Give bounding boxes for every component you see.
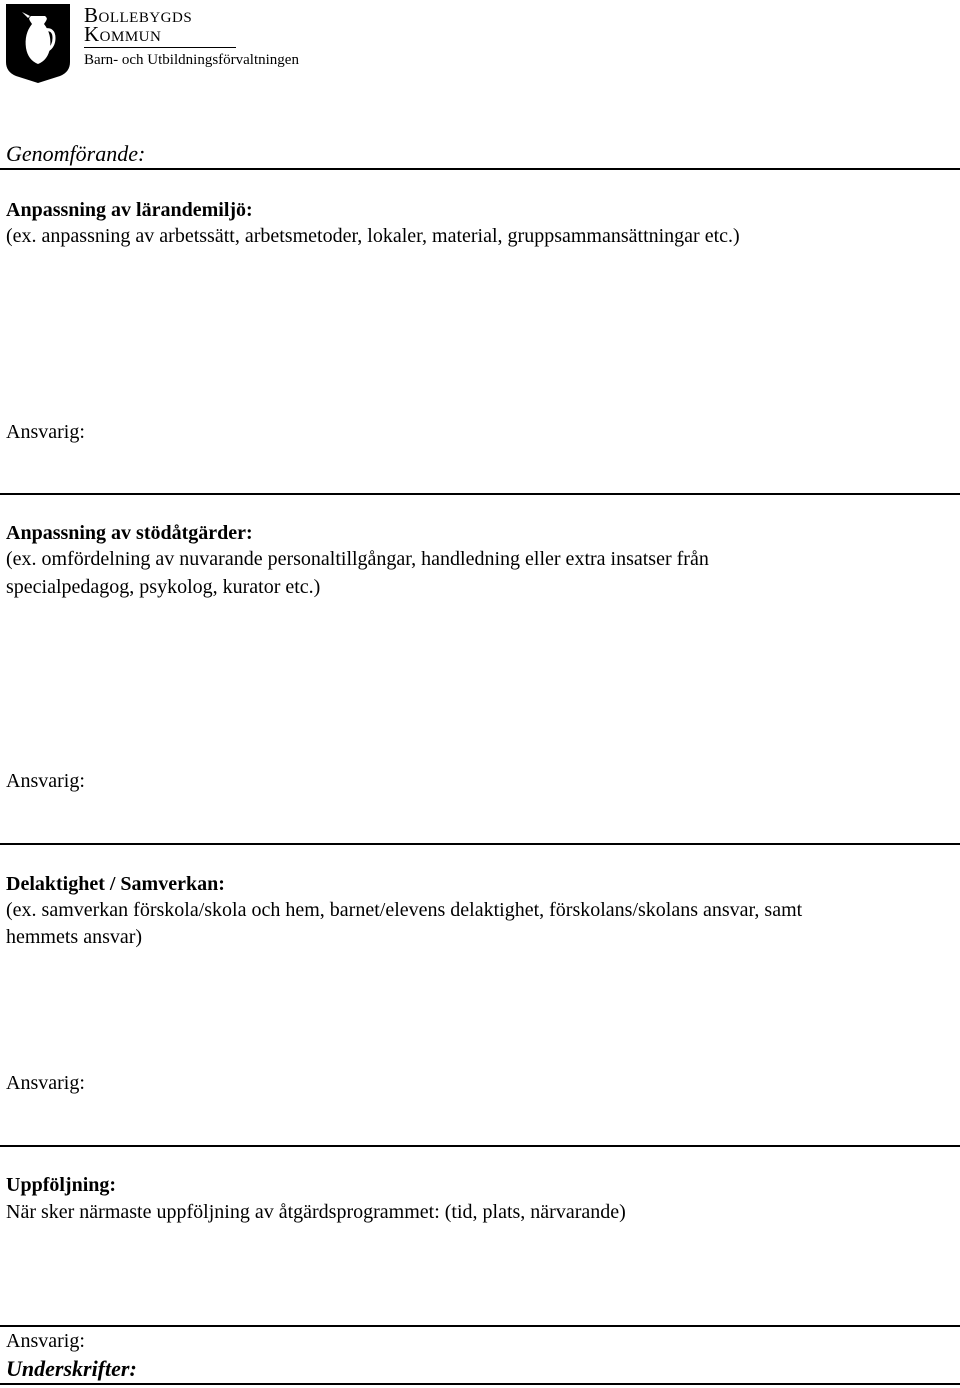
section-description: (ex. samverkan förskola/skola och hem, barnet/elevens delaktighet, förskolans/skolans ansvar, samt [6, 899, 803, 921]
section-description: När sker närmaste uppföljning av åtgärdsprogrammet: (tid, plats, närvarande) [6, 1201, 626, 1223]
responsible-label: Ansvarig: [6, 421, 85, 443]
org-name-line1: Bollebygds [84, 3, 193, 27]
section-heading: Delaktighet / Samverkan: [6, 873, 225, 895]
section-heading: Uppföljning: [6, 1174, 117, 1196]
section-description: specialpedagog, psykolog, kurator etc.) [6, 576, 321, 598]
section-heading: Anpassning av stödåtgärder: [6, 522, 253, 544]
responsible-label: Ansvarig: [6, 770, 85, 792]
section-divider [0, 843, 960, 845]
municipality-logo [4, 2, 72, 84]
section-divider [0, 1325, 960, 1327]
section-description: (ex. anpassning av arbetssätt, arbetsmetoder, lokaler, material, gruppsammansättningar etc.) [6, 225, 740, 247]
page-title: Genomförande: [6, 141, 146, 166]
section-divider [0, 168, 960, 170]
header-divider [84, 47, 236, 48]
section-description: (ex. omfördelning av nuvarande personaltillgångar, handledning eller extra insatser från [6, 548, 709, 570]
org-name-line2: Kommun [84, 22, 162, 46]
section-divider [0, 493, 960, 495]
section-divider [0, 1145, 960, 1147]
section-divider [0, 1383, 960, 1385]
responsible-label: Ansvarig: [6, 1072, 85, 1094]
department-name: Barn- och Utbildningsförvaltningen [84, 52, 299, 68]
signatures-heading: Underskrifter: [6, 1356, 137, 1381]
responsible-label: Ansvarig: [6, 1330, 85, 1352]
section-heading: Anpassning av lärandemiljö: [6, 199, 253, 221]
section-description: hemmets ansvar) [6, 926, 143, 948]
shield-jug-icon [4, 2, 72, 84]
